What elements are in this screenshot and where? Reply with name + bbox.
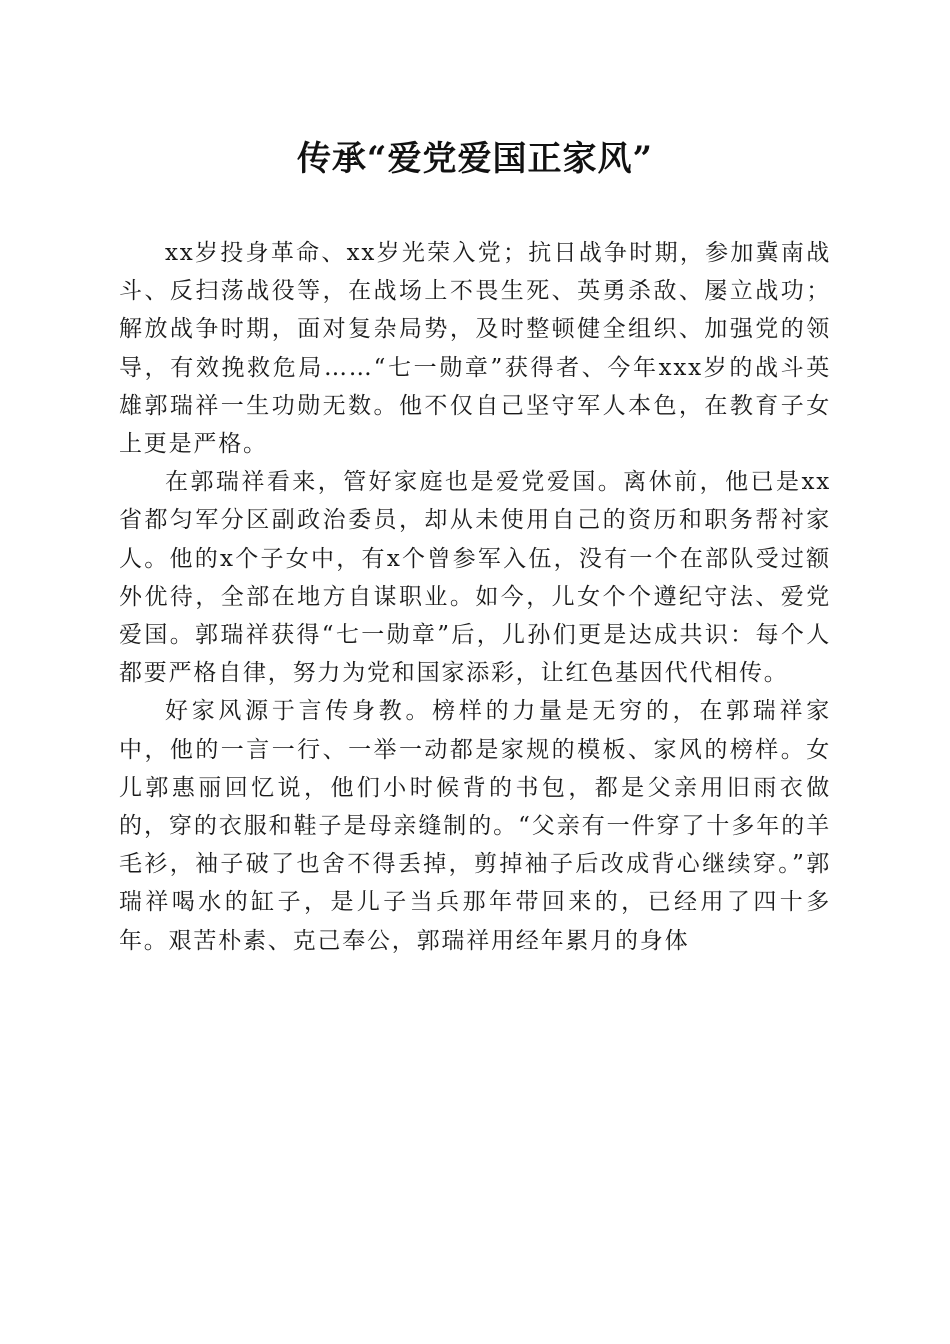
paragraph-2: 在郭瑞祥看来，管好家庭也是爱党爱国。离休前，他已是xx省都匀军分区副政治委员，却从未使用自己的资历和职务帮衬家人。他的x个子女中，有x个曾参军入伍，没有一个在部队受过额外优待，全部在地方自谋职业。如今，儿女个个遵纪守法、爱党爱国。郭瑞祥获得“七一勋章”后，儿孙们更是达成共识：每个人都要严格自律，努力为党和国家添彩，让红色基因代代相传。	[119, 469, 831, 687]
document-title: 传承“爱党爱国正家风”	[296, 139, 654, 179]
document-body	[119, 234, 831, 960]
paragraph-3: 好家风源于言传身教。榜样的力量是无穷的，在郭瑞祥家中，他的一言一行、一举一动都是家规的模板、家风的榜样。女儿郭惠丽回忆说，他们小时候背的书包，都是父亲用旧雨衣做的，穿的衣服和鞋子是母亲缝制的。“父亲有一件穿了十多年的羊毛衫，袖子破了也舍不得丢掉，剪掉袖子后改成背心继续穿。”郭瑞祥喝水的缸子，是儿子当兵那年带回来的，已经用了四十多年。艰苦朴素、克己奉公，郭瑞祥用经年累月的身体	[119, 698, 831, 954]
paragraph-1: xx岁投身革命、xx岁光荣入党；抗日战争时期，参加冀南战斗、反扫荡战役等，在战场上不畏生死、英勇杀敌、屡立战功；解放战争时期，面对复杂局势，及时整顿健全组织、加强党的领导，有效挽救危局……“七一勋章”获得者、今年xxx岁的战斗英雄郭瑞祥一生功勋无数。他不仅自己坚守军人本色，在教育子女上更是严格。	[119, 240, 831, 458]
